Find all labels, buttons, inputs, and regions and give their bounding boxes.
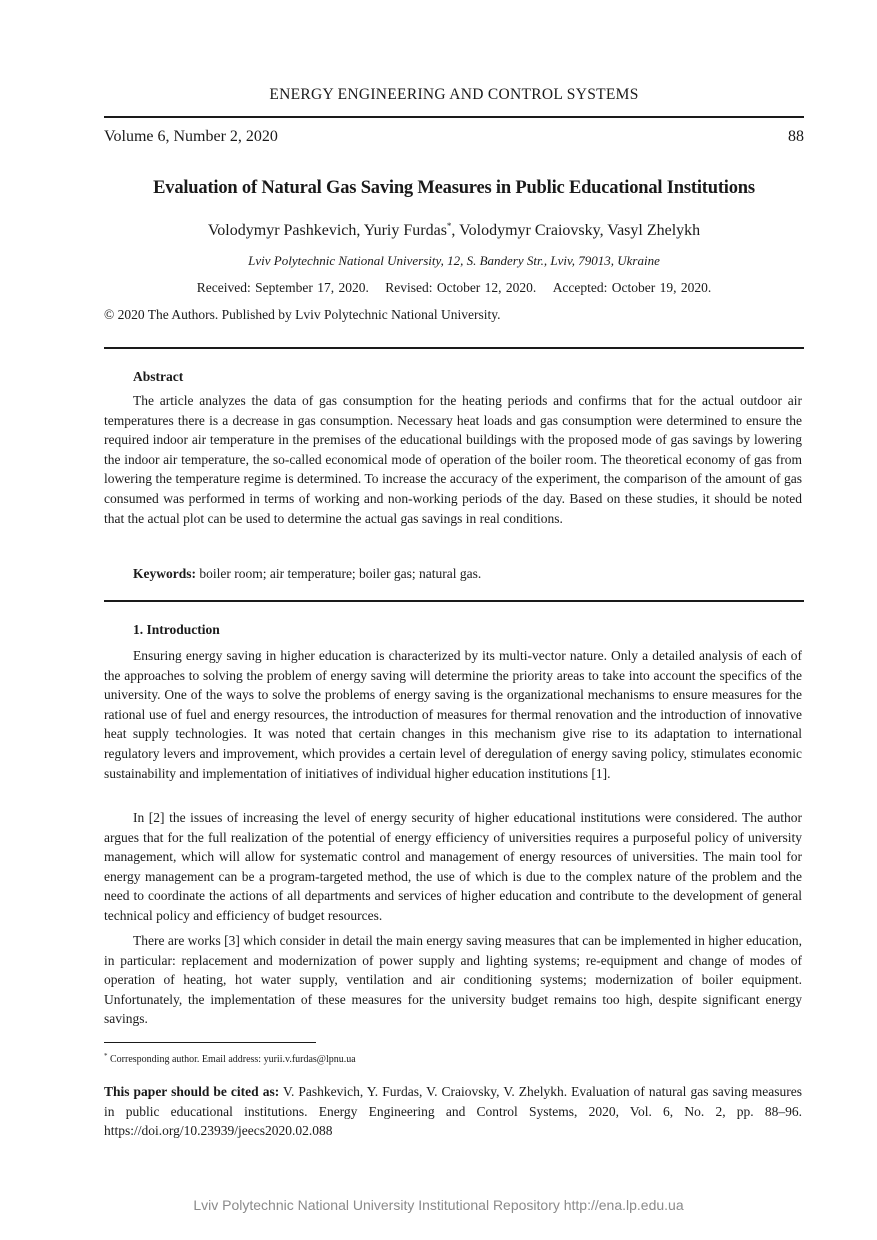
received-date: Received: September 17, 2020.	[196, 280, 369, 295]
footnote	[104, 1052, 356, 1065]
intro-paragraph-2: In [2] the issues of increasing the level of energy security of higher educational institutions were considered. The author argues that for the full realization of the potential of energy efficiency of universities requires a purposeful policy of university management, which will allow for systematic control and management of energy resources of universities. The main tool for energy management can be a program-targeted method, the use of which is due to the complex nature of the problem and the need to coordinate the actions of all departments and services of higher education and contribute to the development of general technical policy and efficiency of budget resources.	[104, 810, 802, 923]
repository-footer: Lviv Polytechnic National University Institutional Repository http://ena.lp.edu.ua	[193, 1197, 684, 1213]
affiliation: Lviv Polytechnic National University, 12, S. Bandery Str., Lviv, 79013, Ukraine	[248, 253, 660, 268]
volume-info: Volume 6, Number 2, 2020	[104, 128, 278, 145]
corresponding-author-mark: *	[446, 221, 452, 231]
footnote-mark: *	[104, 1052, 108, 1060]
abstract-text: The article analyzes the data of gas consumption for the heating periods and confirms that for the actual outdoor air temperatures there is a decrease in gas consumption. Necessary heat loads and gas consumption were determined to ensure the required indoor air temperature in the premises of the educational buildings with the proposed mode of gas savings by lowering the indoor air temperature, the so-called economical mode of operation of the boiler room. The theoretical economy of gas from lowering the temperature regime is determined. To increase the accuracy of the experiment, the comparison of the amount of gas consumed was performed in terms of working and non-working periods of the day. Based on these studies, it should be noted that the actual plot can be used to determine the actual gas savings in real conditions.	[104, 393, 802, 526]
article-dates	[104, 280, 804, 296]
keywords	[133, 566, 481, 582]
authors-part-2: , Volodymyr Craiovsky, Vasyl Zhelykh	[451, 222, 701, 239]
journal-name: ENERGY ENGINEERING AND CONTROL SYSTEMS	[269, 86, 639, 103]
paper-title: Evaluation of Natural Gas Saving Measures in Public Educational Institutions	[153, 178, 755, 198]
footnote-rule	[104, 1042, 316, 1043]
header-rule	[104, 116, 804, 118]
citation-label: This paper should be cited as:	[104, 1084, 280, 1099]
footnote-text: Corresponding author. Email address: yurii.v.furdas@lpnu.ua	[107, 1054, 356, 1065]
keywords-label: Keywords:	[133, 566, 196, 581]
revised-date: Revised: October 12, 2020.	[385, 280, 537, 295]
abstract-heading: Abstract	[133, 369, 184, 384]
intro-paragraph-1: Ensuring energy saving in higher education is characterized by its multi-vector nature. Only a detailed analysis of each of the approaches to solving the problem of energy saving will determine the priority areas to take into account the specifics of the university. One of the ways to solve the problems of energy saving is the organizational mechanisms to ensure measures for the rational use of fuel and energy resources, the introduction of measures for thermal renovation and the introduction of innovative heat supply technologies. It was noted that certain changes in this mechanism give rise to its adaptation to international regulatory levers and improvement, which provides a certain level of deregulation of energy saving policy, stimulates economic sustainability and implementation of initiatives of individual higher education institutions [1].	[104, 648, 802, 781]
authors	[104, 221, 804, 240]
volume-row	[104, 128, 804, 146]
authors-part-1: Volodymyr Pashkevich, Yuriy Furdas	[207, 222, 447, 239]
abstract-bottom-rule	[104, 600, 804, 602]
copyright-notice: © 2020 The Authors. Published by Lviv Polytechnic National University.	[104, 307, 501, 322]
keywords-text: boiler room; air temperature; boiler gas; natural gas.	[199, 566, 482, 581]
accepted-date: Accepted: October 19, 2020.	[552, 280, 712, 295]
page-number: 88	[788, 128, 804, 145]
citation-block	[104, 1082, 802, 1141]
citation-text: V. Pashkevich, Y. Furdas, V. Craiovsky, V. Zhelykh. Evaluation of natural gas saving measures in public educational institutions. Energy Engineering and Control Systems, 2020, Vol. 6, No. 2, pp. 88–96. https://doi.org/10.23939/jeecs2020.02.088	[104, 1084, 802, 1139]
intro-paragraph-3: There are works [3] which consider in detail the main energy saving measures that can be implemented in higher education, in particular: replacement and modernization of power supply and lighting systems; re-equipment and change of modes of operation of heating, hot water supply, ventilation and air conditioning systems; modernization of boiler equipment. Unfortunately, the implementation of these measures for the university budget remains too high, despite significant energy savings.	[104, 933, 802, 1027]
abstract-top-rule	[104, 347, 804, 349]
section-heading-introduction: 1. Introduction	[133, 622, 220, 637]
